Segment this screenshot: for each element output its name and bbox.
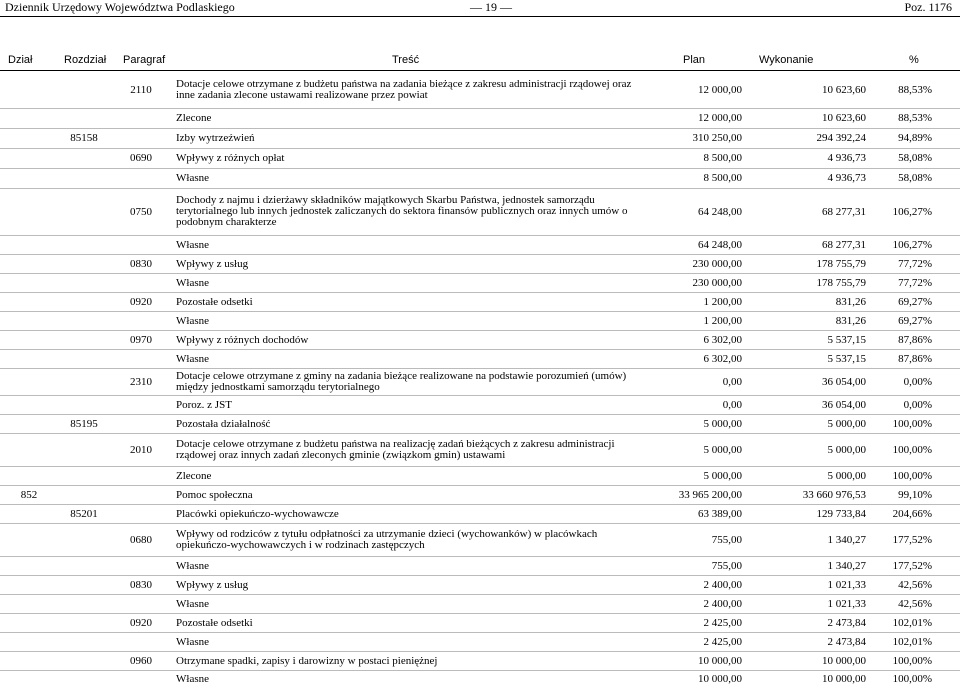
cell-dzial — [0, 72, 58, 108]
cell-wykonanie: 10 000,00 — [742, 670, 866, 688]
cell-paragraf: 0970 — [110, 330, 172, 349]
page-number: — 19 — — [470, 0, 512, 14]
cell-rozdzial — [58, 188, 110, 235]
cell-plan: 310 250,00 — [632, 128, 742, 148]
table-row — [0, 311, 960, 330]
cell-plan: 6 302,00 — [632, 349, 742, 368]
cell-wykonanie: 4 936,73 — [742, 168, 866, 188]
col-dzial: Dział — [8, 54, 33, 66]
cell-paragraf: 0750 — [110, 188, 172, 235]
cell-plan: 2 400,00 — [632, 575, 742, 594]
col-paragraf: Paragraf — [123, 54, 166, 66]
cell-percent: 87,86% — [866, 330, 960, 349]
cell-plan: 2 400,00 — [632, 594, 742, 613]
cell-tresc: Wpływy z różnych dochodów — [172, 330, 632, 349]
col-rozdzial: Rozdział — [64, 54, 107, 66]
cell-percent: 100,00% — [866, 651, 960, 670]
cell-rozdzial — [58, 254, 110, 273]
cell-plan: 63 389,00 — [632, 504, 742, 523]
cell-rozdzial — [58, 168, 110, 188]
cell-paragraf — [110, 311, 172, 330]
cell-dzial — [0, 632, 58, 651]
table-row — [0, 575, 960, 594]
cell-rozdzial — [58, 311, 110, 330]
table-row — [0, 330, 960, 349]
cell-paragraf: 0920 — [110, 613, 172, 632]
cell-rozdzial — [58, 575, 110, 594]
cell-percent: 100,00% — [866, 466, 960, 485]
cell-tresc: Własne — [172, 168, 632, 188]
cell-plan: 755,00 — [632, 523, 742, 556]
cell-plan: 10 000,00 — [632, 651, 742, 670]
cell-percent: 204,66% — [866, 504, 960, 523]
cell-wykonanie: 1 340,27 — [742, 523, 866, 556]
cell-paragraf — [110, 485, 172, 504]
cell-rozdzial — [58, 273, 110, 292]
table-row — [0, 670, 960, 688]
cell-plan: 12 000,00 — [698, 83, 742, 96]
cell-wykonanie: 5 537,15 — [742, 330, 866, 349]
cell-tresc: Pozostałe odsetki — [172, 613, 632, 632]
cell-tresc: Własne — [172, 235, 632, 254]
cell-dzial — [0, 613, 58, 632]
cell-wykonanie: 831,26 — [742, 311, 866, 330]
cell-paragraf: 0680 — [110, 523, 172, 556]
cell-tresc: Zlecone — [172, 108, 632, 128]
cell-dzial — [0, 292, 58, 311]
table-row — [0, 128, 960, 148]
cell-dzial — [0, 466, 58, 485]
table-row — [0, 485, 960, 504]
cell-paragraf — [110, 594, 172, 613]
cell-plan: 5 000,00 — [632, 466, 742, 485]
cell-percent: 77,72% — [866, 273, 960, 292]
cell-paragraf — [110, 504, 172, 523]
cell-plan: 6 302,00 — [632, 330, 742, 349]
cell-tresc: Placówki opiekuńczo-wychowawcze — [172, 504, 632, 523]
cell-wykonanie: 5 000,00 — [742, 414, 866, 433]
cell-percent: 69,27% — [866, 311, 960, 330]
table-row — [0, 188, 960, 235]
cell-wykonanie: 10 623,60 — [822, 83, 866, 96]
cell-paragraf — [110, 632, 172, 651]
cell-wykonanie: 4 936,73 — [742, 148, 866, 168]
cell-plan: 0,00 — [632, 395, 742, 414]
cell-plan: 33 965 200,00 — [632, 485, 742, 504]
cell-dzial — [0, 330, 58, 349]
cell-percent: 100,00% — [866, 433, 960, 466]
cell-tresc: Własne — [172, 311, 632, 330]
cell-wykonanie: 2 473,84 — [742, 632, 866, 651]
cell-dzial — [0, 575, 58, 594]
cell-percent: 102,01% — [866, 613, 960, 632]
cell-dzial — [0, 368, 58, 395]
cell-percent: 69,27% — [866, 292, 960, 311]
cell-paragraf — [110, 670, 172, 688]
cell-dzial — [0, 311, 58, 330]
cell-tresc: Dotacje celowe otrzymane z budżetu państwa na zadania bieżące z zakresu administracji rządowej oraz inne zadania zlecone ustawami realizowane przez powiat — [176, 77, 632, 101]
cell-paragraf — [110, 466, 172, 485]
cell-plan: 2 425,00 — [632, 632, 742, 651]
cell-percent: 42,56% — [866, 594, 960, 613]
cell-percent: 0,00% — [866, 368, 960, 395]
cell-percent: 177,52% — [866, 556, 960, 575]
cell-rozdzial — [58, 466, 110, 485]
cell-percent: 87,86% — [866, 349, 960, 368]
cell-wykonanie: 5 537,15 — [742, 349, 866, 368]
cell-tresc: Własne — [172, 556, 632, 575]
page-header — [0, 0, 960, 16]
cell-percent: 99,10% — [866, 485, 960, 504]
cell-rozdzial — [58, 148, 110, 168]
cell-plan: 64 248,00 — [632, 235, 742, 254]
cell-wykonanie: 831,26 — [742, 292, 866, 311]
table-row — [0, 433, 960, 466]
cell-percent: 94,89% — [866, 128, 960, 148]
position-number: Poz. 1176 — [904, 0, 952, 14]
cell-plan: 230 000,00 — [632, 254, 742, 273]
cell-tresc: Dotacje celowe otrzymane z budżetu państwa na realizację zadań bieżących z zakresu administracji rządowej oraz innych zadań zleconych gminie (związkom gmin) ustawami — [172, 433, 632, 466]
cell-rozdzial — [58, 108, 110, 128]
cell-plan: 755,00 — [632, 556, 742, 575]
cell-plan: 10 000,00 — [632, 670, 742, 688]
table-row — [0, 148, 960, 168]
cell-paragraf — [110, 414, 172, 433]
table-row — [0, 108, 960, 128]
cell-tresc: Wpływy z różnych opłat — [172, 148, 632, 168]
table-row — [0, 349, 960, 368]
cell-percent: 88,53% — [898, 83, 932, 96]
cell-wykonanie: 10 000,00 — [742, 651, 866, 670]
cell-rozdzial — [58, 613, 110, 632]
cell-wykonanie: 68 277,31 — [742, 235, 866, 254]
cell-rozdzial — [58, 632, 110, 651]
table-row — [0, 523, 960, 556]
cell-tresc: Wpływy z usług — [172, 254, 632, 273]
cell-rozdzial — [58, 594, 110, 613]
cell-rozdzial — [58, 349, 110, 368]
cell-wykonanie: 1 021,33 — [742, 594, 866, 613]
cell-paragraf — [110, 395, 172, 414]
col-tresc: Treść — [392, 54, 420, 66]
cell-tresc: Własne — [172, 594, 632, 613]
table-row — [0, 395, 960, 414]
cell-dzial — [0, 594, 58, 613]
cell-percent: 100,00% — [866, 670, 960, 688]
table-row — [0, 466, 960, 485]
cell-percent: 106,27% — [866, 235, 960, 254]
cell-dzial — [0, 504, 58, 523]
cell-rozdzial — [58, 292, 110, 311]
cell-paragraf — [110, 128, 172, 148]
cell-percent: 100,00% — [866, 414, 960, 433]
table-row — [0, 414, 960, 433]
cell-dzial: 852 — [0, 485, 58, 504]
table-row — [0, 556, 960, 575]
cell-wykonanie: 1 340,27 — [742, 556, 866, 575]
cell-percent: 42,56% — [866, 575, 960, 594]
cell-wykonanie: 294 392,24 — [742, 128, 866, 148]
table-row — [0, 72, 960, 108]
cell-plan: 0,00 — [632, 368, 742, 395]
cell-plan: 8 500,00 — [632, 168, 742, 188]
cell-paragraf — [110, 349, 172, 368]
cell-rozdzial — [58, 395, 110, 414]
cell-rozdzial: 85195 — [58, 414, 110, 433]
budget-table — [0, 72, 960, 688]
cell-wykonanie: 5 000,00 — [742, 433, 866, 466]
cell-dzial — [0, 148, 58, 168]
table-row — [0, 168, 960, 188]
cell-dzial — [0, 670, 58, 688]
table-row — [0, 368, 960, 395]
cell-dzial — [0, 273, 58, 292]
table-row — [0, 292, 960, 311]
cell-tresc: Zlecone — [172, 466, 632, 485]
cell-percent: 177,52% — [866, 523, 960, 556]
table-row — [0, 273, 960, 292]
cell-dzial — [0, 414, 58, 433]
cell-paragraf: 0830 — [110, 575, 172, 594]
cell-plan: 64 248,00 — [632, 188, 742, 235]
cell-paragraf — [110, 273, 172, 292]
table-row — [0, 651, 960, 670]
cell-tresc: Pozostała działalność — [172, 414, 632, 433]
cell-rozdzial: 85158 — [58, 128, 110, 148]
cell-dzial — [0, 349, 58, 368]
cell-percent: 58,08% — [866, 148, 960, 168]
cell-tresc: Własne — [172, 632, 632, 651]
cell-rozdzial — [58, 556, 110, 575]
cell-rozdzial — [58, 368, 110, 395]
cell-tresc: Wpływy od rodziców z tytułu odpłatności za utrzymanie dzieci (wychowanków) w placówkach opiekuńczo-wychowawczych i w rodzinach zastępczych — [172, 523, 632, 556]
table-row — [0, 594, 960, 613]
cell-dzial — [0, 433, 58, 466]
cell-tresc: Własne — [172, 670, 632, 688]
cell-dzial — [0, 168, 58, 188]
cell-plan: 230 000,00 — [632, 273, 742, 292]
cell-wykonanie: 68 277,31 — [742, 188, 866, 235]
cell-wykonanie: 178 755,79 — [742, 254, 866, 273]
cell-wykonanie: 178 755,79 — [742, 273, 866, 292]
cell-wykonanie: 5 000,00 — [742, 466, 866, 485]
cell-tresc: Izby wytrzeźwień — [172, 128, 632, 148]
cell-tresc: Pomoc społeczna — [172, 485, 632, 504]
cell-dzial — [0, 128, 58, 148]
cell-wykonanie: 33 660 976,53 — [742, 485, 866, 504]
cell-dzial — [0, 235, 58, 254]
cell-rozdzial: 85201 — [58, 504, 110, 523]
cell-plan: 2 425,00 — [632, 613, 742, 632]
cell-wykonanie: 10 623,60 — [742, 108, 866, 128]
cell-tresc: Pozostałe odsetki — [172, 292, 632, 311]
table-row — [0, 613, 960, 632]
cell-dzial — [0, 651, 58, 670]
header-rule — [0, 16, 960, 17]
table-row — [0, 632, 960, 651]
cell-percent: 77,72% — [866, 254, 960, 273]
cell-wykonanie: 2 473,84 — [742, 613, 866, 632]
cell-tresc: Własne — [172, 349, 632, 368]
cell-wykonanie: 36 054,00 — [742, 395, 866, 414]
cell-paragraf — [110, 168, 172, 188]
col-wykonanie: Wykonanie — [759, 54, 814, 66]
table-row — [0, 235, 960, 254]
cell-plan: 8 500,00 — [632, 148, 742, 168]
table-row — [0, 504, 960, 523]
cell-dzial — [0, 395, 58, 414]
cell-paragraf: 0690 — [110, 148, 172, 168]
cell-rozdzial — [58, 523, 110, 556]
cell-wykonanie: 36 054,00 — [742, 368, 866, 395]
cell-rozdzial — [58, 72, 110, 108]
cell-percent: 88,53% — [866, 108, 960, 128]
cell-tresc: Dotacje celowe otrzymane z gminy na zadania bieżące realizowane na podstawie porozumień (umów) między jednostkami samorządu terytorialnego — [172, 368, 632, 395]
cell-percent: 58,08% — [866, 168, 960, 188]
cell-paragraf: 0960 — [110, 651, 172, 670]
cell-dzial — [0, 556, 58, 575]
cell-paragraf — [110, 556, 172, 575]
cell-rozdzial — [58, 670, 110, 688]
col-percent: % — [909, 54, 919, 66]
table-row — [0, 254, 960, 273]
cell-paragraf: 0920 — [110, 292, 172, 311]
cell-percent: 0,00% — [866, 395, 960, 414]
cell-paragraf — [110, 235, 172, 254]
cell-plan: 5 000,00 — [632, 414, 742, 433]
cell-paragraf: 2310 — [110, 368, 172, 395]
cell-rozdzial — [58, 330, 110, 349]
cell-rozdzial — [58, 485, 110, 504]
cell-paragraf: 0830 — [110, 254, 172, 273]
cell-rozdzial — [58, 651, 110, 670]
cell-plan: 1 200,00 — [632, 292, 742, 311]
cell-plan: 12 000,00 — [632, 108, 742, 128]
cell-rozdzial — [58, 235, 110, 254]
cell-dzial — [0, 523, 58, 556]
cell-paragraf — [110, 108, 172, 128]
cell-wykonanie: 1 021,33 — [742, 575, 866, 594]
journal-title: Dziennik Urzędowy Województwa Podlaskiego — [5, 0, 235, 14]
cell-tresc: Własne — [172, 273, 632, 292]
cell-tresc: Dochody z najmu i dzierżawy składników majątkowych Skarbu Państwa, jednostek samorządu terytorialnego lub innych jednostek zaliczanych do sektora finansów publicznych oraz innych umów o podobnym charakterze — [172, 188, 632, 235]
cell-rozdzial — [58, 433, 110, 466]
cell-wykonanie: 129 733,84 — [742, 504, 866, 523]
cell-paragraf: 2010 — [110, 433, 172, 466]
column-header-rule — [0, 70, 960, 71]
cell-paragraf: 2110 — [130, 83, 152, 96]
cell-tresc: Wpływy z usług — [172, 575, 632, 594]
cell-percent: 102,01% — [866, 632, 960, 651]
cell-dzial — [0, 108, 58, 128]
cell-dzial — [0, 254, 58, 273]
col-plan: Plan — [683, 54, 706, 66]
cell-tresc: Poroz. z JST — [172, 395, 632, 414]
cell-plan: 5 000,00 — [632, 433, 742, 466]
cell-plan: 1 200,00 — [632, 311, 742, 330]
cell-dzial — [0, 188, 58, 235]
cell-percent: 106,27% — [866, 188, 960, 235]
budget-table-body — [0, 72, 960, 688]
cell-tresc: Otrzymane spadki, zapisy i darowizny w postaci pieniężnej — [172, 651, 632, 670]
